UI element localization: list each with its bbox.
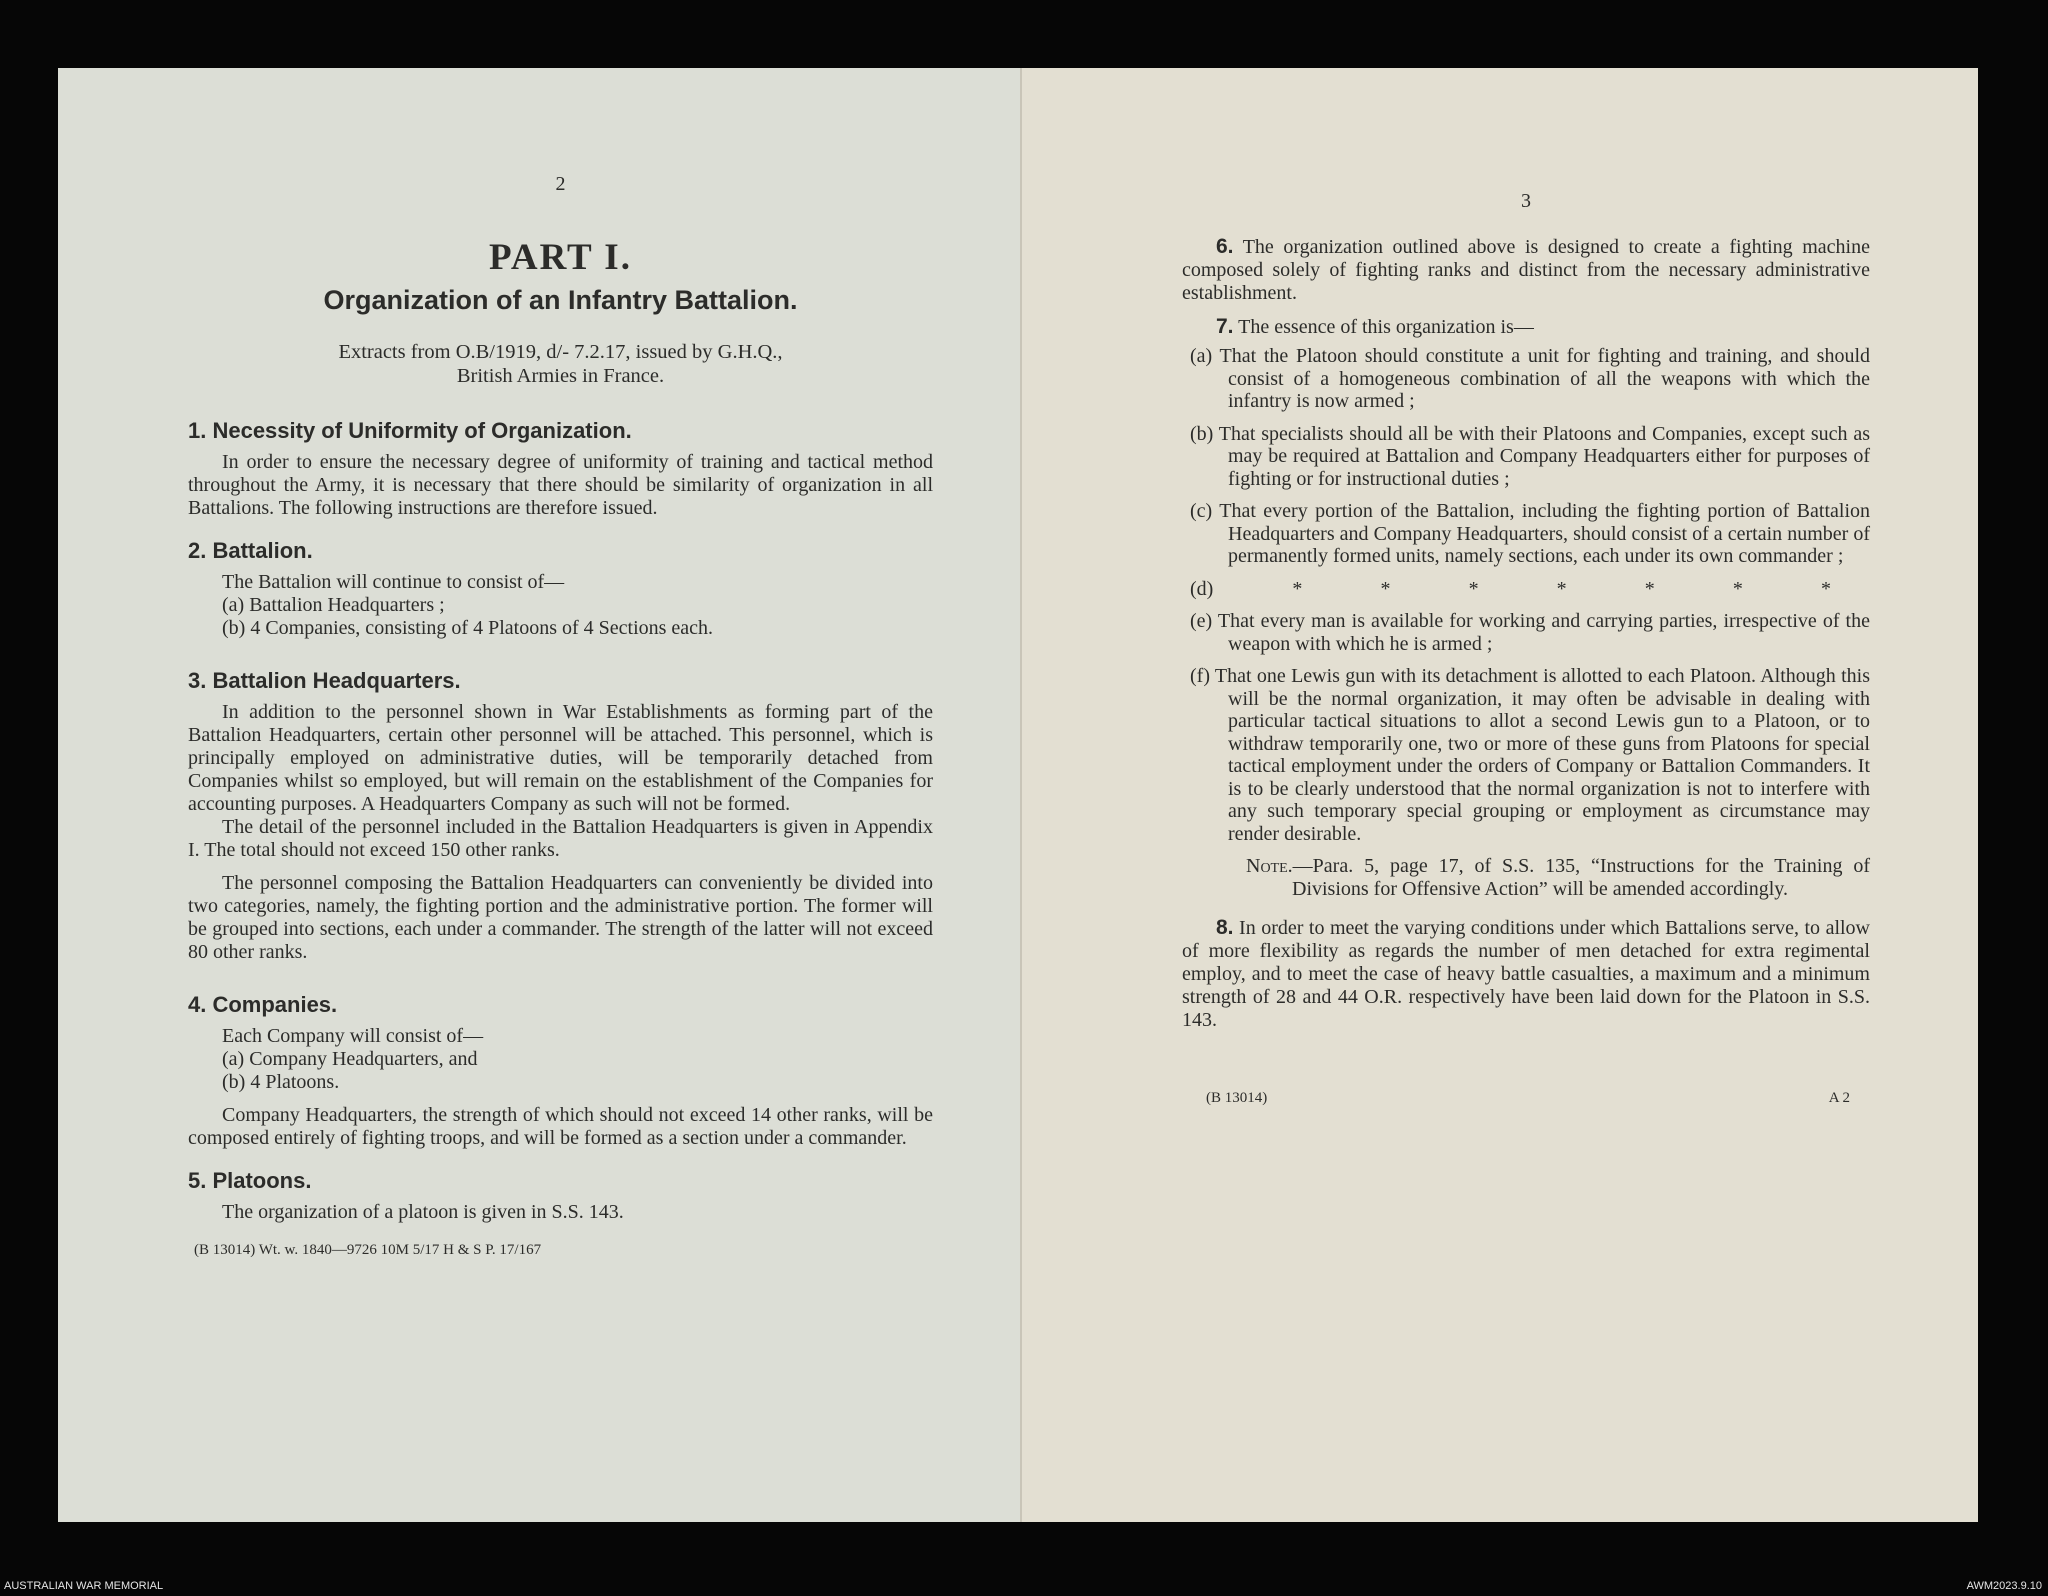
note-label: Note. — [1246, 855, 1293, 877]
section-3 — [188, 668, 933, 964]
section-3-para-1: In addition to the personnel shown in War Establishments as forming part of the Battalion Headquarters, certain other personnel will be attached. This personnel, which is principally employed on administrative duties, will be temporarily detached from Companies whilst so employed, but will remain on the establishment of the Companies for accounting purposes. A Headquarters Company as such will not be formed. — [188, 701, 933, 815]
page-number-right: 3 — [1521, 190, 1531, 212]
section-3-heading: 3. Battalion Headquarters. — [188, 668, 461, 693]
section-1 — [188, 418, 933, 520]
paragraph-8-text: In order to meet the varying conditions under which Battalions serve, to allow of more flexibility as regards the number of men detached for extra regimental employ, and to meet the case of heavy battle casualties, a maximum and a minimum strength of 28 and 44 O.R. respectively have been laid down for the Platoon in S.S. 143. — [1182, 917, 1871, 1031]
paragraph-8 — [1182, 916, 1870, 1032]
clause-e: (e) That every man is available for working and carrying parties, irrespective of the weapon with which he is armed ; — [1190, 610, 1870, 655]
section-1-body: In order to ensure the necessary degree of uniformity of training and tactical method throughout the Army, it is necessary that there should be similarity of organization in all Battalions. The following instructions are therefore issued. — [188, 451, 933, 519]
asterisk: * — [1732, 577, 1743, 600]
asterisk: * — [1468, 577, 1479, 600]
extract-line-1: Extracts from O.B/1919, d/- 7.2.17, issued by G.H.Q., — [338, 341, 783, 363]
paragraph-6-number: 6. — [1216, 235, 1234, 258]
clause-d — [1182, 578, 1870, 601]
extract-line-2: British Armies in France. — [456, 365, 665, 387]
section-4-item-a: (a) Company Headquarters, and — [222, 1048, 478, 1070]
section-2-item-a: (a) Battalion Headquarters ; — [222, 594, 445, 616]
right-page — [1020, 68, 1978, 1522]
part-subtitle: Organization of an Infantry Battalion. — [323, 285, 798, 315]
paragraph-7-lead — [1182, 315, 1870, 339]
section-4-lead: Each Company will consist of— — [222, 1025, 484, 1047]
paragraph-7-text: The essence of this organization is— — [1238, 316, 1534, 338]
section-2-heading: 2. Battalion. — [188, 538, 313, 563]
paragraph-7-number: 7. — [1216, 315, 1234, 338]
asterisk: * — [1644, 577, 1655, 600]
asterisk: * — [1380, 577, 1391, 600]
paragraph-6 — [1182, 235, 1870, 305]
signature-mark: A 2 — [1828, 1090, 1850, 1106]
note — [1182, 855, 1870, 900]
section-2 — [188, 538, 933, 640]
print-footer-right — [1182, 1090, 1870, 1107]
extract-note — [188, 340, 933, 388]
left-page-content — [188, 173, 933, 1259]
section-1-heading: 1. Necessity of Uniformity of Organization. — [188, 418, 632, 443]
paragraph-8-number: 8. — [1216, 916, 1234, 939]
section-4 — [188, 992, 933, 1150]
archive-reference: AWM2023.9.10 — [1966, 1580, 2042, 1592]
clause-b: (b) That specialists should all be with their Platoons and Companies, except such as may be required at Battalion and Company Headquarters either for purposes of fighting or for instructional duties ; — [1190, 422, 1870, 490]
clause-f: (f) That one Lewis gun with its detachment is allotted to each Platoon. Although this will be the normal organization, it may often be advisable in dealing with particular tactical situations to allot a second Lewis gun to a Platoon, or to withdraw temporarily one, two or more of these guns from Platoons for special tactical employment under the orders of Company or Battalion Commanders. It is to be clearly understood that the normal organization is not to interfere with any such temporary special grouping or employment as circumstance may render desirable. — [1190, 665, 1870, 845]
asterisk: * — [1556, 577, 1567, 600]
section-3-para-3: The personnel composing the Battalion Headquarters can conveniently be divided into two categories, namely, the fighting portion and the administrative portion. The former will be grouped into sections, each under a commander. The strength of the latter will not exceed 80 other ranks. — [188, 872, 933, 963]
section-5 — [188, 1168, 933, 1224]
print-footer-left: (B 13014) Wt. w. 1840—9726 10M 5/17 H & S P. 17/167 — [194, 1242, 542, 1258]
note-text: —Para. 5, page 17, of S.S. 135, “Instructions for the Training of Divisions for Offensive Action” will be amended accordingly. — [1292, 855, 1870, 900]
section-5-body: The organization of a platoon is given in S.S. 143. — [222, 1201, 624, 1223]
footer-code: (B 13014) — [1206, 1090, 1268, 1106]
section-2-item-b: (b) 4 Companies, consisting of 4 Platoons of 4 Sections each. — [222, 617, 714, 639]
clause-d-label: (d) — [1190, 577, 1214, 600]
section-4-item-b: (b) 4 Platoons. — [222, 1071, 340, 1093]
archive-caption: AUSTRALIAN WAR MEMORIAL — [4, 1580, 164, 1592]
page-number-left: 2 — [555, 173, 566, 195]
left-page — [58, 68, 1020, 1522]
clause-d-stars — [1213, 578, 1870, 601]
clause-a: (a) That the Platoon should constitute a unit for fighting and training, and should consist of a homogeneous combination of all the weapons with which the infantry is now armed ; — [1190, 345, 1870, 412]
right-page-content — [1182, 190, 1870, 1107]
asterisk: * — [1820, 577, 1831, 600]
asterisk: * — [1292, 577, 1303, 600]
section-4-body: Company Headquarters, the strength of which should not exceed 14 other ranks, will be composed entirely of fighting troops, and will be formed as a section under a commander. — [188, 1104, 933, 1149]
section-3-para-2: The detail of the personnel included in the Battalion Headquarters is given in Appendix I. The total should not exceed 150 other ranks. — [188, 816, 933, 861]
section-4-heading: 4. Companies. — [188, 992, 338, 1017]
paragraph-6-text: The organization outlined above is designed to create a fighting machine composed solely of fighting ranks and distinct from the necessary administrative establishment. — [1182, 236, 1870, 304]
part-title: PART I. — [489, 237, 632, 278]
section-2-lead: The Battalion will continue to consist of— — [222, 571, 565, 593]
clause-c: (c) That every portion of the Battalion, including the fighting portion of Battalion Headquarters and Company Headquarters, should consist of a certain number of permanently formed units, namely sections, each under its own commander ; — [1190, 500, 1870, 567]
section-5-heading: 5. Platoons. — [188, 1168, 312, 1193]
